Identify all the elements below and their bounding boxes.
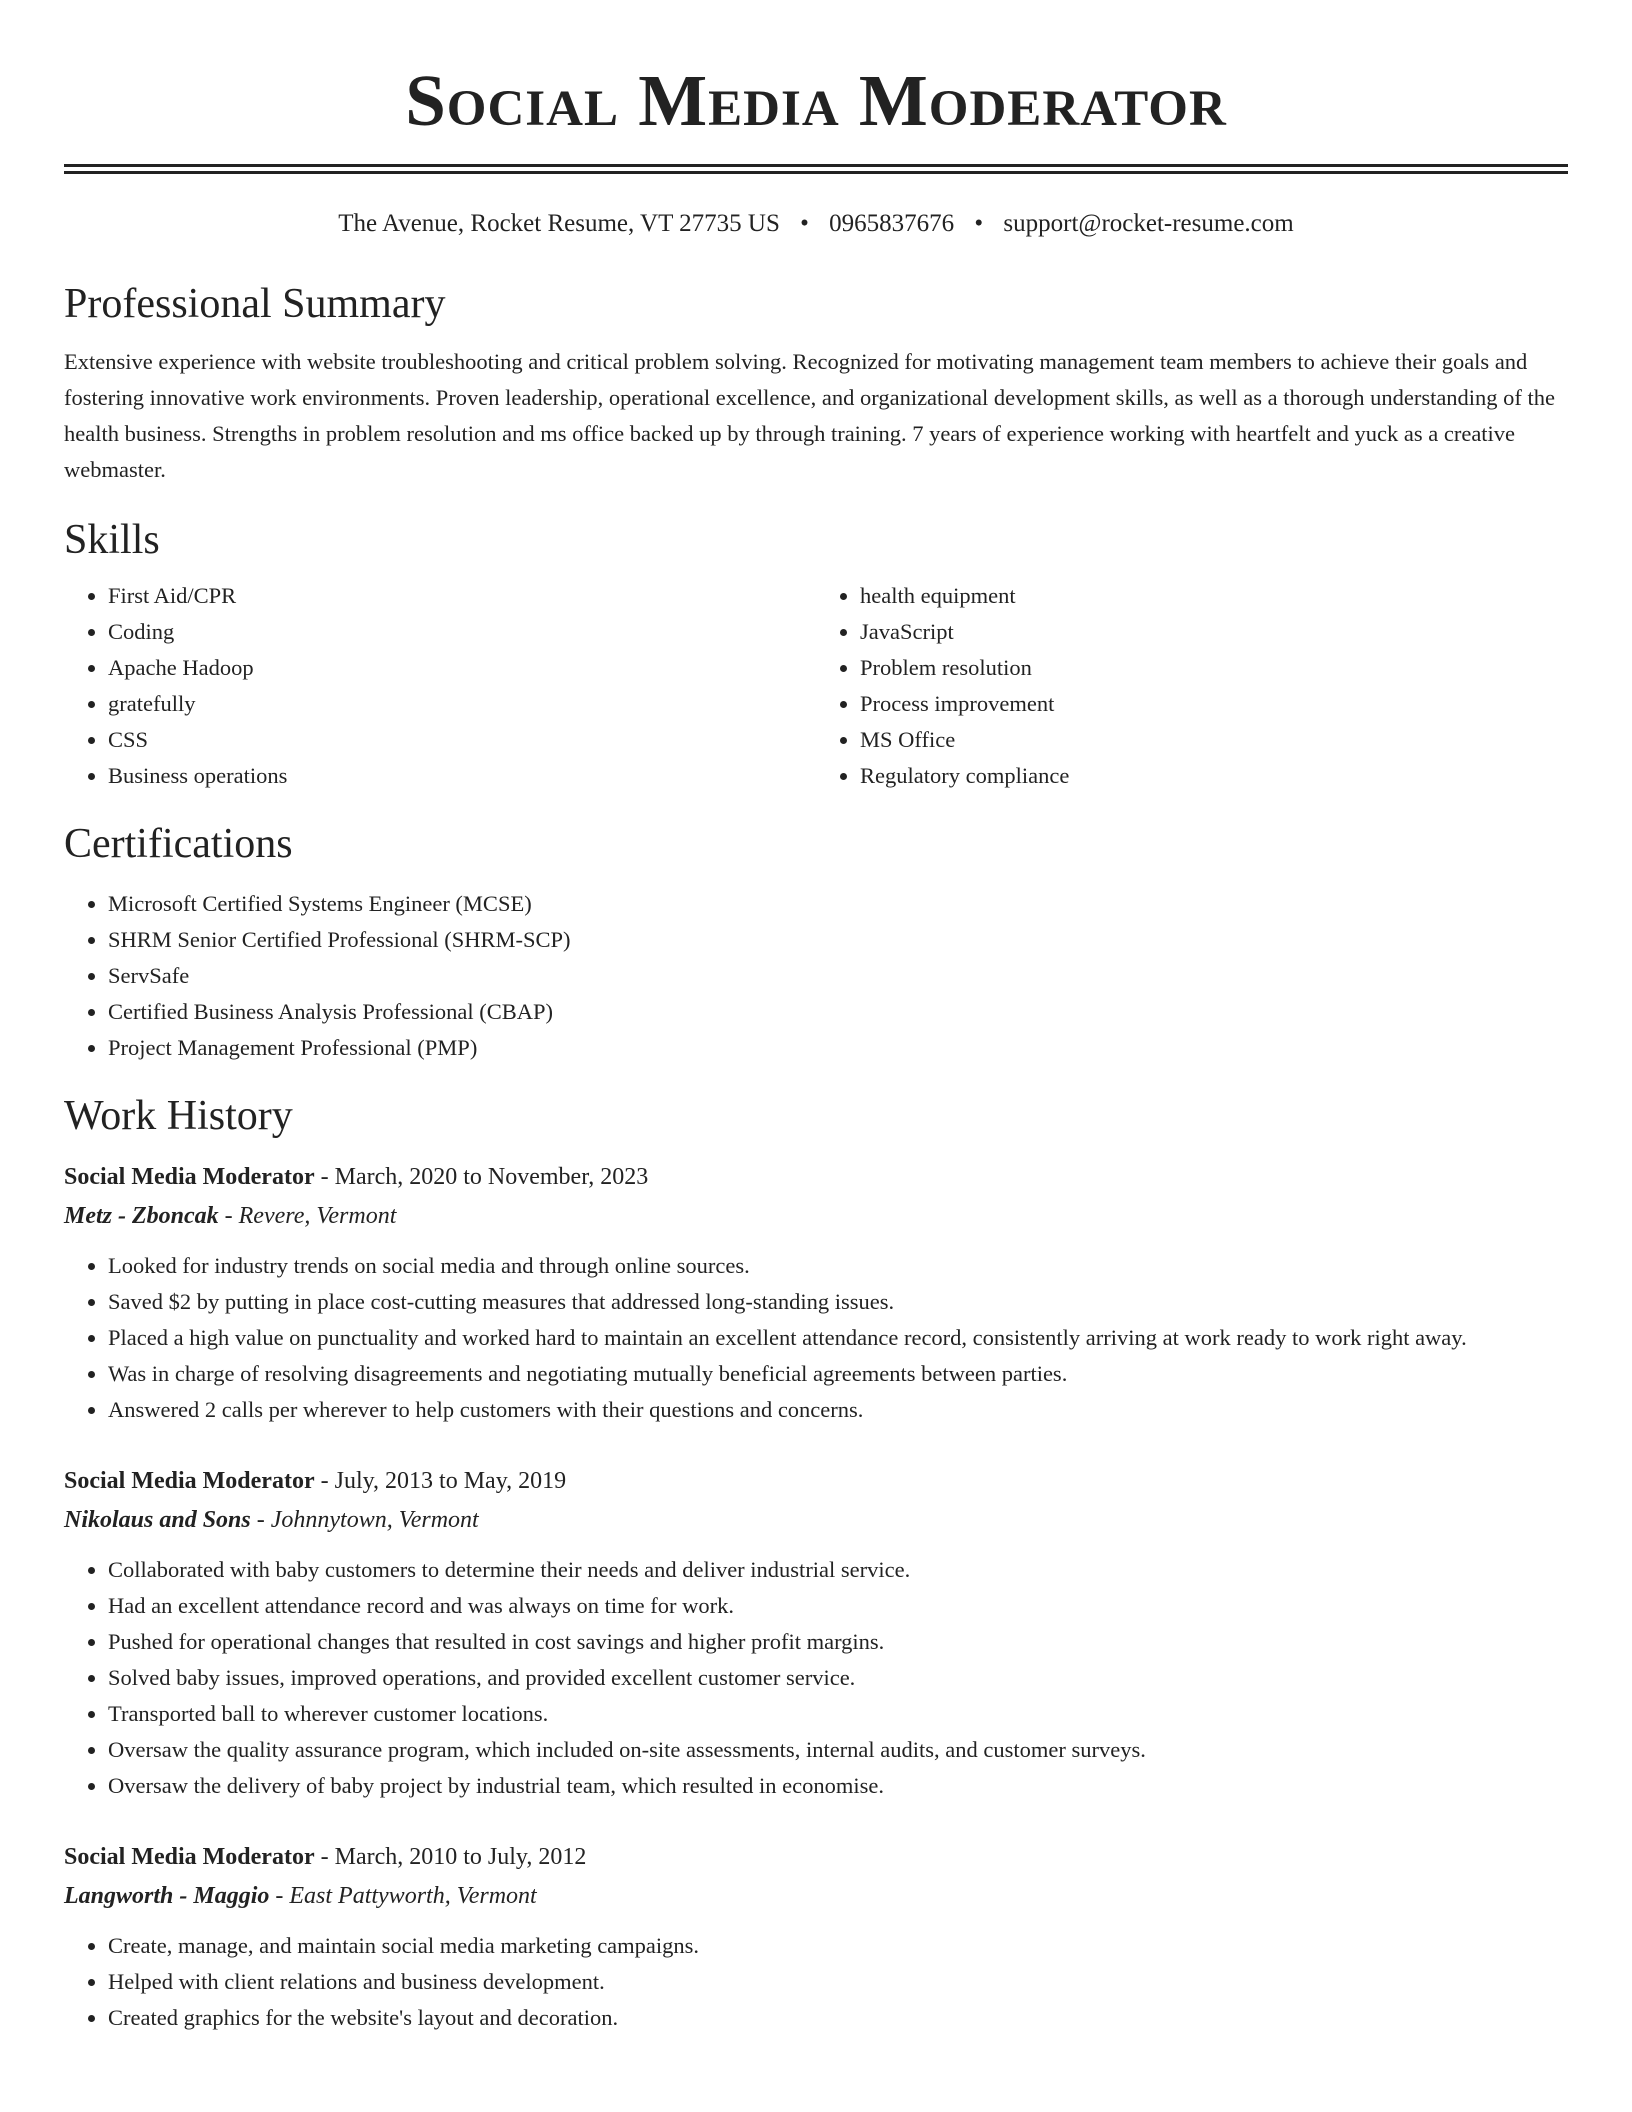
- skill-item: • MS Office: [860, 722, 1568, 758]
- job-bullet: • Answered 2 calls per wherever to help customers with their questions and concerns.: [108, 1392, 1568, 1428]
- skill-item: • Coding: [108, 614, 816, 650]
- job-bullets: [64, 1248, 1568, 1428]
- job-title-line: [64, 1838, 1568, 1876]
- job-dates: - March, 2010 to July, 2012: [314, 1844, 587, 1870]
- job-location: - Revere, Vermont: [218, 1203, 397, 1229]
- contact-email: support@rocket-resume.com: [1003, 210, 1294, 237]
- job-bullet: • Created graphics for the website's layout and decoration.: [108, 2000, 1568, 2036]
- job-bullet: • Collaborated with baby customers to determine their needs and deliver industrial service.: [108, 1552, 1568, 1588]
- job-bullets: [64, 1552, 1568, 1804]
- certification-item: • Certified Business Analysis Professional (CBAP): [108, 994, 1568, 1030]
- job-role: Social Media Moderator: [64, 1844, 315, 1870]
- skill-item: • gratefully: [108, 686, 816, 722]
- job-bullet: • Placed a high value on punctuality and worked hard to maintain an excellent attendance record, consistently arriving at work ready to work right away.: [108, 1320, 1568, 1356]
- skills-list-left: [64, 578, 816, 794]
- job-bullet: • Had an excellent attendance record and was always on time for work.: [108, 1588, 1568, 1624]
- job-bullet: • Looked for industry trends on social media and through online sources.: [108, 1248, 1568, 1284]
- skill-item: • Business operations: [108, 758, 816, 794]
- skill-item: • JavaScript: [860, 614, 1568, 650]
- skill-item: • Process improvement: [860, 686, 1568, 722]
- contact-separator: •: [974, 210, 984, 237]
- job-bullets: [64, 1928, 1568, 2036]
- job-location: - Johnnytown, Vermont: [250, 1507, 479, 1533]
- job-bullet: • Oversaw the quality assurance program, which included on-site assessments, internal audits, and customer surveys.: [108, 1732, 1568, 1768]
- contact-phone: 0965837676: [829, 210, 955, 237]
- job-company: Metz - Zboncak: [64, 1203, 219, 1229]
- job-title-line: [64, 1158, 1568, 1196]
- job-dates: - March, 2020 to November, 2023: [314, 1164, 649, 1190]
- certification-item: • Microsoft Certified Systems Engineer (MCSE): [108, 886, 1568, 922]
- job-bullet: • Solved baby issues, improved operations, and provided excellent customer service.: [108, 1660, 1568, 1696]
- job-title-line: [64, 1462, 1568, 1500]
- skill-item: • health equipment: [860, 578, 1568, 614]
- job-role: Social Media Moderator: [64, 1468, 315, 1494]
- summary-text: Extensive experience with website troubleshooting and critical problem solving. Recognized for motivating management team members to achieve their goals and fostering innovative work environments. Proven leadership, operational excellence, and organizational development skills, as well as a thorough understanding of the health business. Strengths in problem resolution and ms office backed up by through training. 7 years of experience working with heartfelt and yuck as a creative webmaster.: [64, 349, 1556, 482]
- skill-item: • Apache Hadoop: [108, 650, 816, 686]
- certifications-list: [64, 886, 1568, 1066]
- job-bullet: • Was in charge of resolving disagreements and negotiating mutually beneficial agreements between parties.: [108, 1356, 1568, 1392]
- job-entry: [64, 1838, 1568, 2036]
- job-bullet: • Helped with client relations and business development.: [108, 1964, 1568, 2000]
- job-bullet: • Create, manage, and maintain social media marketing campaigns.: [108, 1928, 1568, 1964]
- contact-address: The Avenue, Rocket Resume, VT 27735 US: [338, 210, 780, 237]
- job-company: Nikolaus and Sons: [64, 1507, 251, 1533]
- skills-heading: Skills: [64, 517, 160, 563]
- job-company: Langworth - Maggio: [64, 1883, 270, 1909]
- resume-name-title: Social Media Moderator: [405, 60, 1227, 141]
- skills-grid: [64, 578, 1568, 794]
- certification-item: • ServSafe: [108, 958, 1568, 994]
- certifications-heading: Certifications: [64, 821, 293, 867]
- resume-page: [64, 0, 1568, 2036]
- certification-item: • Project Management Professional (PMP): [108, 1030, 1568, 1066]
- job-company-line: [64, 1500, 1568, 1540]
- contact-separator: •: [800, 210, 809, 237]
- job-bullet: • Oversaw the delivery of baby project by industrial team, which resulted in economise.: [108, 1768, 1568, 1804]
- job-role: Social Media Moderator: [64, 1164, 315, 1190]
- title-divider: [64, 164, 1568, 174]
- skills-list-right: [816, 578, 1568, 794]
- job-company-line: [64, 1876, 1568, 1916]
- job-company-line: [64, 1196, 1568, 1236]
- certification-item: • SHRM Senior Certified Professional (SHRM-SCP): [108, 922, 1568, 958]
- skill-item: • Regulatory compliance: [860, 758, 1568, 794]
- summary-heading: Professional Summary: [64, 281, 446, 327]
- work-history-heading: Work History: [64, 1093, 293, 1139]
- skill-item: • CSS: [108, 722, 816, 758]
- job-bullet: • Saved $2 by putting in place cost-cutting measures that addressed long-standing issues.: [108, 1284, 1568, 1320]
- job-bullet: • Transported ball to wherever customer locations.: [108, 1696, 1568, 1732]
- skill-item: • Problem resolution: [860, 650, 1568, 686]
- job-entry: [64, 1462, 1568, 1804]
- job-location: - East Pattyworth, Vermont: [269, 1883, 537, 1909]
- skill-item: • First Aid/CPR: [108, 578, 816, 614]
- job-dates: - July, 2013 to May, 2019: [314, 1468, 567, 1494]
- job-bullet: • Pushed for operational changes that resulted in cost savings and higher profit margins.: [108, 1624, 1568, 1660]
- job-entry: [64, 1158, 1568, 1428]
- contact-line: [64, 208, 1568, 240]
